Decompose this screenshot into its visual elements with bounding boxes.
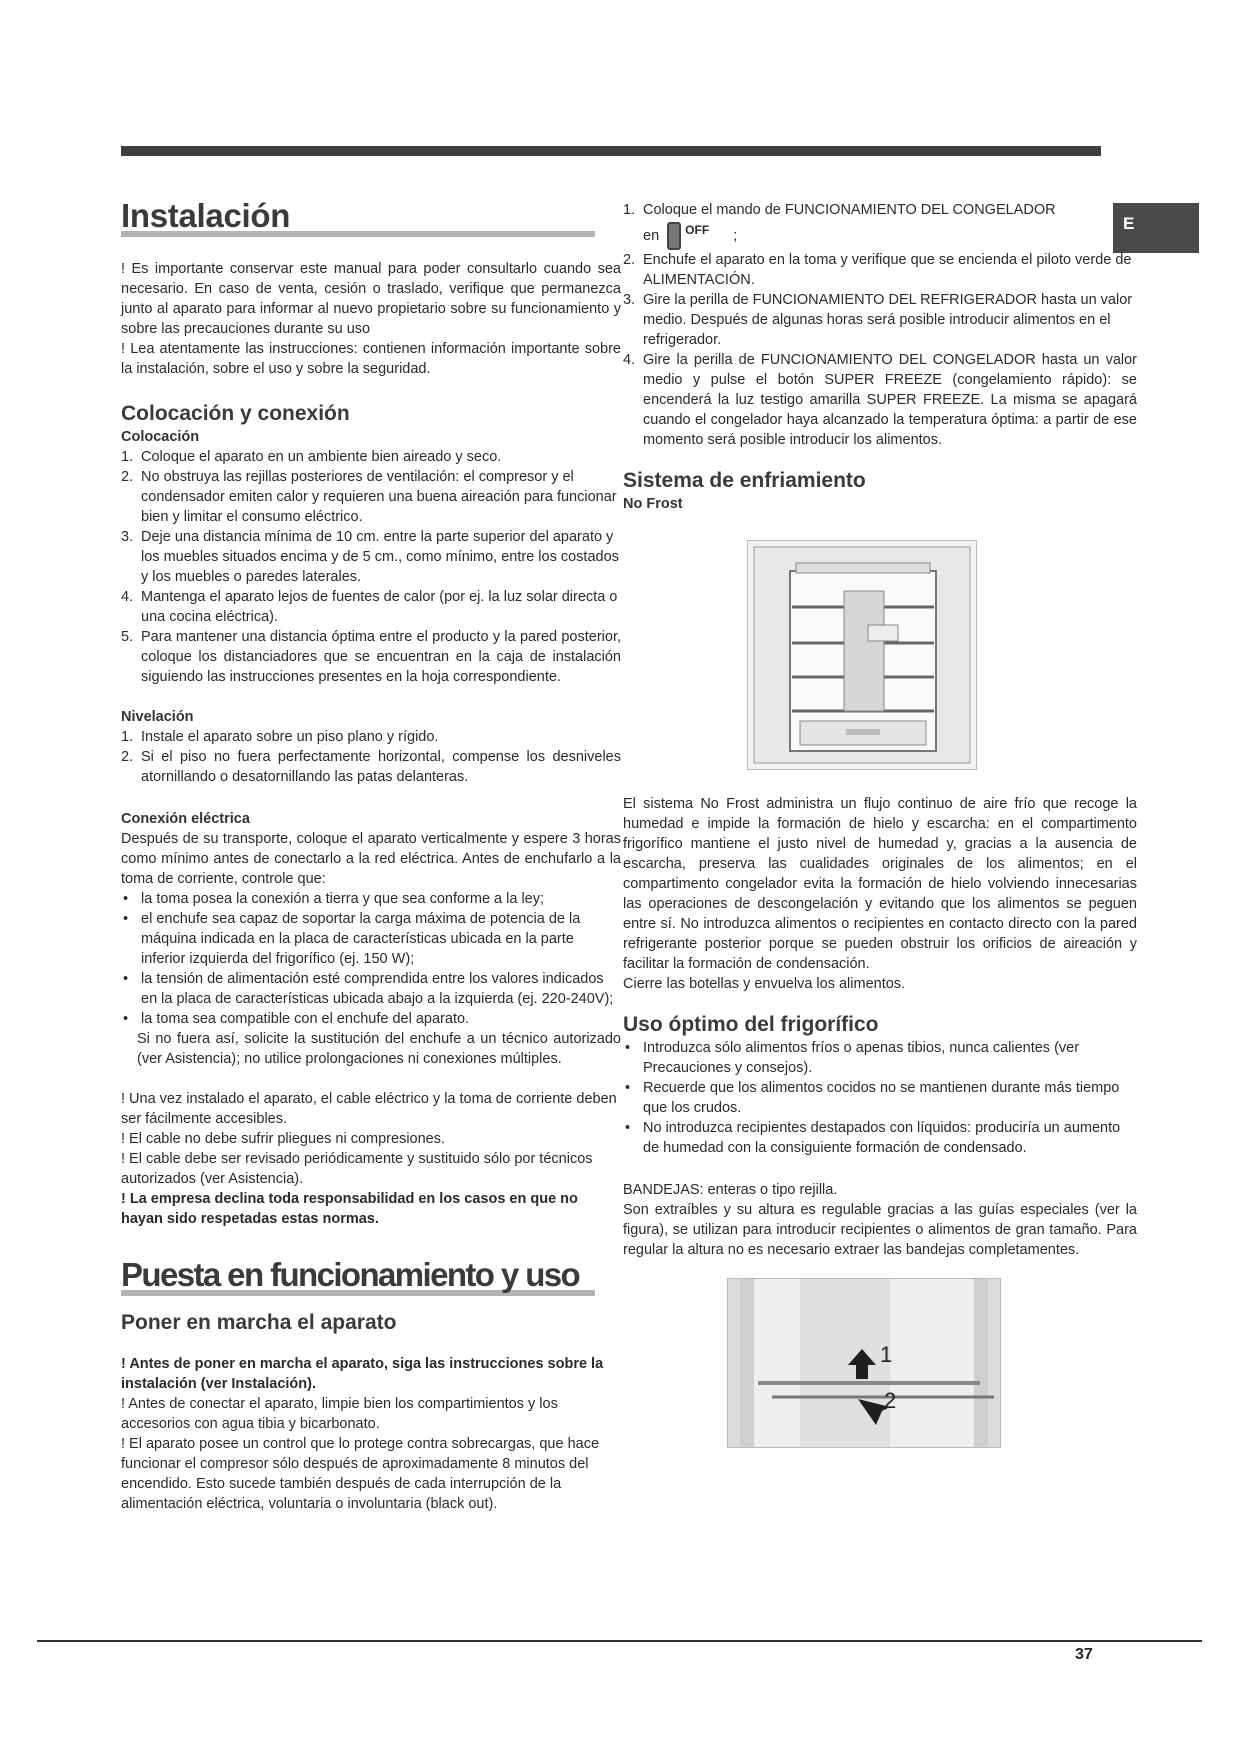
left-column [121, 196, 621, 1514]
nofrost-text-2: Cierre las botellas y envuelva los alimentos. [623, 976, 906, 992]
list-item: • la tensión de alimentación esté comprendida entre los valores indicados en la placa de características ubicada abajo a la izquierda (ej. 220-240V); [123, 971, 614, 1007]
list-item: • No introduzca recipientes destapados con líquidos: produciría un aumento de humedad con la consiguiente formación de condensado. [625, 1120, 1121, 1156]
list-item: • el enchufe sea capaz de soportar la carga máxima de potencia de la máquina indicada en la placa de características ubicada en la parte inferior izquierda del frigorífico (ej. 150 W); [123, 911, 581, 967]
fridge-interior-illustration [748, 541, 976, 769]
off-label: OFF [685, 223, 710, 237]
shelf-adjust-figure [727, 1278, 1001, 1448]
page-number: 37 [1075, 1646, 1093, 1663]
electric-otherwise: Si no fuera así, solicite la sustitución del enchufe a un técnico autorizado (ver Asistencia); no utilice prolongaciones ni conexiones múltiples. [137, 1031, 621, 1067]
electric-list [121, 889, 621, 1029]
list-item: 4. Mantenga el aparato lejos de fuentes de calor (por ej. la luz solar directa o una cocina eléctrica). [121, 589, 618, 625]
startup-bold-note: ! Antes de poner en marcha el aparato, siga las instrucciones sobre la instalación (ver Instalación). [121, 1356, 604, 1392]
cooling-subtitle: No Frost [623, 496, 683, 512]
placement-list [121, 447, 621, 687]
electric-title: Conexión eléctrica [121, 811, 250, 827]
list-item: 2. Enchufe el aparato en la toma y verifique que se encienda el piloto verde de ALIMENTACIÓN. [623, 252, 1132, 288]
startup-note-3: ! El aparato posee un control que lo protege contra sobrecargas, que hace funcionar el compresor sólo después de aproximadamente 8 minutos del encendido. Esto sucede también después de cada interrupción de la alimentación eléctrica, voluntaria o involuntaria (black out). [121, 1436, 600, 1512]
note-3: ! El cable debe ser revisado periódicamente y sustituido sólo por técnicos autorizados (ver Asistencia). [121, 1151, 593, 1187]
list-item: 2. No obstruya las rejillas posteriores de ventilación: el compresor y el condensador emiten calor y requieren una buena aireación para funcionar bien y limitar el consumo eléctrico. [121, 469, 617, 525]
figure-label-2: 2 [884, 1388, 897, 1413]
disclaimer: ! La empresa declina toda responsabilidad en los casos en que no hayan sido respetadas estas normas. [121, 1191, 578, 1227]
shelf-adjust-illustration [728, 1279, 1000, 1447]
trays-label: BANDEJAS: enteras o tipo rejilla. [623, 1182, 838, 1198]
top-divider-bar [121, 146, 1101, 156]
figure-label-1: 1 [880, 1342, 893, 1367]
optimal-list [623, 1038, 1137, 1158]
language-tab-label: E [1123, 214, 1135, 233]
list-item: 4. Gire la perilla de FUNCIONAMIENTO DEL CONGELADOR hasta un valor medio y pulse el botón SUPER FREEZE (congelamiento rápido): se encenderá la luz testigo amarilla SUPER FREEZE. La misma se apagará cuando el congelador haya alcanzado la temperatura óptima: a partir de ese momento será posible introducir los alimentos. [623, 352, 1137, 448]
list-item: 1. Coloque el aparato en un ambiente bien aireado y seco. [121, 449, 502, 465]
leveling-list [121, 727, 621, 787]
leveling-title: Nivelación [121, 709, 194, 725]
electric-intro: Después de su transporte, coloque el aparato verticalmente y espere 3 horas como mínimo antes de conectarlo a la red eléctrica. Antes de enchufarlo a la toma de corriente, controle que: [121, 831, 621, 887]
list-item: 3. Gire la perilla de FUNCIONAMIENTO DEL REFRIGERADOR hasta un valor medio. Después de algunas horas será posible introducir alimentos en el refrigerador. [623, 292, 1133, 348]
placement-title: Colocación y conexión [121, 402, 350, 425]
trays-text: Son extraíbles y su altura es regulable gracias a las guías especiales (ver la figura), se utilizan para introducir recipientes o alimentos de gran tamaño. Para regular la altura no es necesario extraer las bandejas completamentes. [623, 1202, 1137, 1258]
list-item: • Introduzca sólo alimentos fríos o apenas tibios, nunca calientes (ver Precauciones y consejos). [625, 1040, 1080, 1076]
list-item: • la toma sea compatible con el enchufe del aparato. [123, 1011, 470, 1027]
list-item: 5. Para mantener una distancia óptima entre el producto y la pared posterior, coloque los distanciadores que se encuentran en la caja de instalación siguiendo las instrucciones presentes en la hoja correspondiente. [121, 629, 621, 685]
list-item: 3. Deje una distancia mínima de 10 cm. entre la parte superior del aparato y los muebles situados encima y de 5 cm., como mínimo, entre los costados y los muebles o paredes laterales. [121, 529, 619, 585]
startup-steps [623, 200, 1137, 450]
list-item: 1. Instale el aparato sobre un piso plano y rígido. [121, 729, 439, 745]
intro-note-2: ! Lea atentamente las instrucciones: contienen información importante sobre la instalación, sobre el uso y sobre la seguridad. [121, 341, 621, 377]
right-column [623, 200, 1137, 1448]
note-1: ! Una vez instalado el aparato, el cable eléctrico y la toma de corriente deben ser fácilmente accesibles. [121, 1091, 617, 1127]
startup-subtitle: Poner en marcha el aparato [121, 1311, 397, 1334]
off-knob-icon [667, 222, 681, 250]
list-item: • Recuerde que los alimentos cocidos no se mantienen durante más tiempo que los crudos. [625, 1080, 1120, 1116]
installation-title: Instalación [121, 197, 291, 234]
note-2: ! El cable no debe sufrir pliegues ni compresiones. [121, 1131, 446, 1147]
startup-title: Puesta en funcionamiento y uso [121, 1256, 580, 1293]
fridge-interior-figure [747, 540, 977, 770]
list-item: 1. Coloque el mando de FUNCIONAMIENTO DEL CONGELADOR en OFF ; [623, 200, 1137, 250]
cooling-title: Sistema de enfriamiento [623, 469, 866, 492]
intro-note: ! Es importante conservar este manual para poder consultarlo cuando sea necesario. En caso de venta, cesión o traslado, verifique que permanezca junto al aparato para informar al nuevo propietario sobre su funcionamiento y sobre las precauciones durante su uso [121, 261, 621, 337]
nofrost-text: El sistema No Frost administra un flujo continuo de aire frío que recoge la humedad e impide la formación de hielo y escarcha: en el compartimento frigorífico mantiene el justo nivel de humedad y, gracias a la ausencia de escarcha, preserva las cualidades originales de los alimentos; en el compartimento congelador evita la formación de hielo volviendo innecesarias las operaciones de descongelación y evitando que los alimentos se peguen entre sí. No introduzca alimentos o recipientes en contacto directo con la pared refrigerante posterior porque se pueden obstruir los orificios de aireación y facilitar la formación de condensación. [623, 796, 1137, 972]
optimal-title: Uso óptimo del frigorífico [623, 1013, 879, 1036]
placement-subtitle: Colocación [121, 429, 200, 445]
list-item: • la toma posea la conexión a tierra y que sea conforme a la ley; [123, 891, 545, 907]
footer-divider [37, 1640, 1202, 1642]
startup-note-2: ! Antes de conectar el aparato, limpie bien los compartimientos y los accesorios con agua tibia y bicarbonato. [121, 1396, 558, 1432]
list-item: 2. Si el piso no fuera perfectamente horizontal, compense los desniveles atornillando o desatornillando las patas delanteras. [121, 749, 621, 785]
